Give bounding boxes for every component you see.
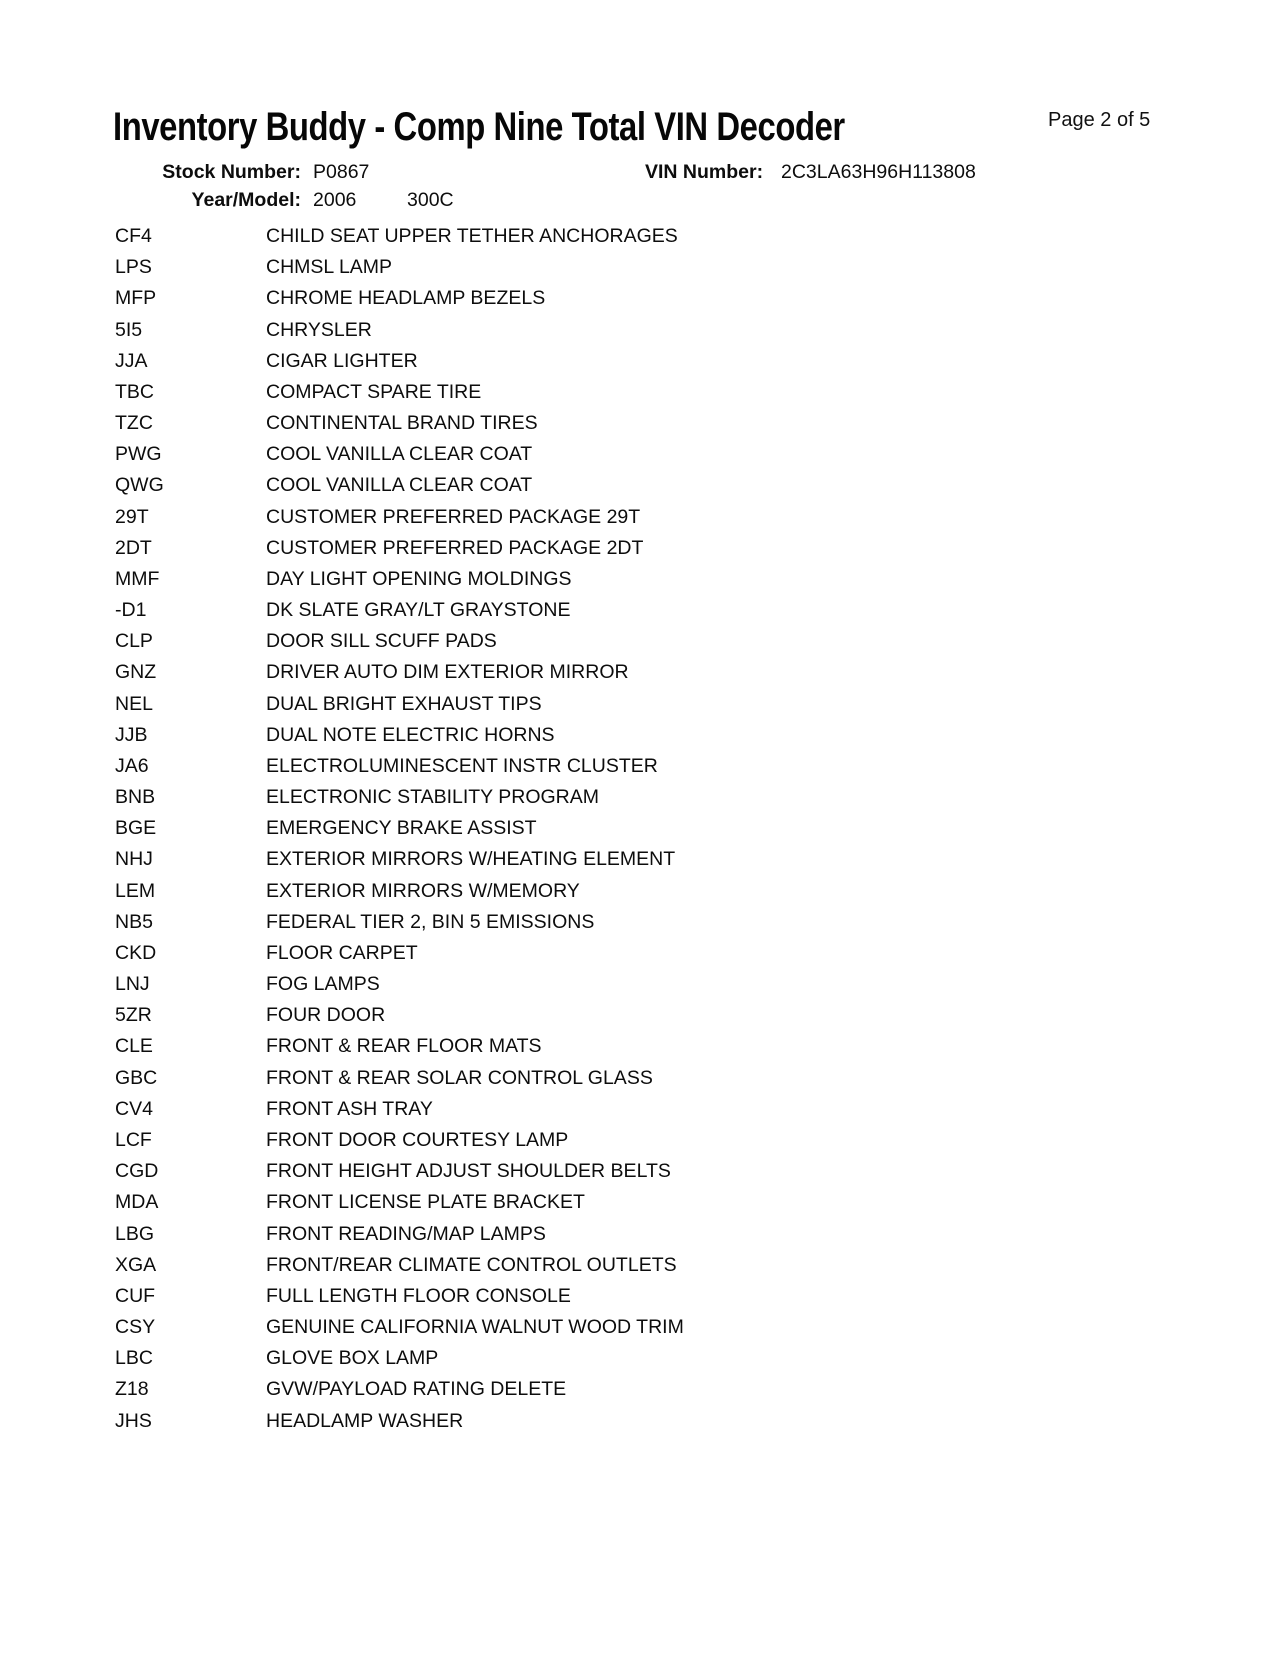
option-description: DOOR SILL SCUFF PADS	[266, 630, 497, 653]
option-description: FULL LENGTH FLOOR CONSOLE	[266, 1284, 571, 1307]
option-code: TBC	[115, 380, 154, 403]
option-description: CHROME HEADLAMP BEZELS	[266, 287, 546, 310]
option-row	[115, 257, 684, 288]
option-description: FRONT LICENSE PLATE BRACKET	[266, 1191, 585, 1214]
option-description: FRONT HEIGHT ADJUST SHOULDER BELTS	[266, 1160, 671, 1183]
option-code: JA6	[115, 754, 149, 777]
option-row	[115, 226, 684, 257]
option-row	[115, 413, 684, 444]
option-description: CHILD SEAT UPPER TETHER ANCHORAGES	[266, 225, 678, 247]
option-description: FRONT & REAR SOLAR CONTROL GLASS	[266, 1066, 653, 1089]
option-description: COMPACT SPARE TIRE	[266, 380, 482, 403]
option-code: CLP	[115, 630, 153, 653]
option-row	[115, 1192, 684, 1223]
option-description: ELECTRONIC STABILITY PROGRAM	[266, 786, 600, 809]
option-code: -D1	[115, 599, 147, 622]
option-row	[115, 1348, 684, 1379]
option-code: QWG	[115, 474, 164, 497]
option-row	[115, 849, 684, 880]
option-code: CF4	[115, 225, 152, 247]
option-code: 2DT	[115, 536, 152, 559]
option-code: LBC	[115, 1347, 153, 1370]
option-code: CV4	[115, 1097, 153, 1120]
vin-number-value: 2C3LA63H96H113808	[781, 161, 976, 183]
option-description: EXTERIOR MIRRORS W/HEATING ELEMENT	[266, 848, 676, 871]
option-row	[115, 1411, 684, 1442]
option-description: COOL VANILLA CLEAR COAT	[266, 474, 533, 497]
option-row	[115, 288, 684, 319]
option-description: CONTINENTAL BRAND TIRES	[266, 412, 538, 435]
option-description: CIGAR LIGHTER	[266, 349, 418, 372]
year-value: 2006	[313, 189, 357, 211]
option-code: LPS	[115, 256, 152, 279]
option-code: MDA	[115, 1191, 159, 1214]
option-code: CUF	[115, 1284, 156, 1307]
option-description: DK SLATE GRAY/LT GRAYSTONE	[266, 599, 571, 622]
option-description: FOUR DOOR	[266, 1004, 386, 1027]
option-code: GBC	[115, 1066, 158, 1089]
option-code: CGD	[115, 1160, 159, 1183]
page-number-indicator: Page 2 of 5	[1048, 109, 1151, 131]
option-row	[115, 1099, 684, 1130]
option-description: FEDERAL TIER 2, BIN 5 EMISSIONS	[266, 910, 595, 933]
option-row	[115, 1130, 684, 1161]
option-row	[115, 1379, 684, 1410]
option-description: COOL VANILLA CLEAR COAT	[266, 443, 533, 466]
option-description: FOG LAMPS	[266, 973, 380, 996]
option-code: NB5	[115, 910, 153, 933]
option-row	[115, 1161, 684, 1192]
option-row	[115, 475, 684, 506]
option-code: JHS	[115, 1409, 152, 1432]
option-row	[115, 1286, 684, 1317]
option-code: LEM	[115, 879, 156, 902]
option-description: FLOOR CARPET	[266, 941, 418, 964]
option-row	[115, 787, 684, 818]
option-code: LCF	[115, 1128, 152, 1151]
option-code: Z18	[115, 1378, 149, 1401]
option-description: DRIVER AUTO DIM EXTERIOR MIRROR	[266, 661, 629, 684]
option-code: BGE	[115, 817, 157, 840]
option-code: JJB	[115, 723, 148, 746]
option-row	[115, 725, 684, 756]
option-row	[115, 507, 684, 538]
option-code: TZC	[115, 412, 153, 435]
options-list	[115, 226, 684, 1442]
option-row	[115, 538, 684, 569]
page-title: Inventory Buddy - Comp Nine Total VIN Decoder	[113, 105, 845, 149]
option-code: LBG	[115, 1222, 155, 1245]
option-code: XGA	[115, 1253, 157, 1276]
option-code: CSY	[115, 1316, 156, 1339]
option-code: LNJ	[115, 973, 150, 996]
option-row	[115, 444, 684, 475]
option-code: GNZ	[115, 661, 157, 684]
option-row	[115, 881, 684, 912]
year-model-label: Year/Model:	[191, 189, 301, 211]
option-row	[115, 631, 684, 662]
model-value: 300C	[407, 189, 454, 211]
option-code: CLE	[115, 1035, 153, 1058]
option-code: CKD	[115, 941, 157, 964]
option-description: FRONT/REAR CLIMATE CONTROL OUTLETS	[266, 1253, 677, 1276]
option-row	[115, 320, 684, 351]
stock-number-value: P0867	[313, 161, 370, 183]
option-row	[115, 1068, 684, 1099]
option-row	[115, 600, 684, 631]
option-description: FRONT ASH TRAY	[266, 1097, 433, 1120]
option-row	[115, 1317, 684, 1348]
option-description: CUSTOMER PREFERRED PACKAGE 2DT	[266, 536, 644, 559]
option-description: GENUINE CALIFORNIA WALNUT WOOD TRIM	[266, 1316, 684, 1339]
option-description: DUAL BRIGHT EXHAUST TIPS	[266, 692, 542, 715]
option-code: NEL	[115, 692, 153, 715]
option-code: MFP	[115, 287, 157, 310]
option-row	[115, 974, 684, 1005]
option-description: GLOVE BOX LAMP	[266, 1347, 439, 1370]
option-row	[115, 694, 684, 725]
option-row	[115, 912, 684, 943]
option-description: FRONT READING/MAP LAMPS	[266, 1222, 546, 1245]
option-code: 29T	[115, 505, 149, 528]
option-code: PWG	[115, 443, 162, 466]
option-row	[115, 943, 684, 974]
option-description: EXTERIOR MIRRORS W/MEMORY	[266, 879, 580, 902]
option-code: JJA	[115, 349, 148, 372]
option-row	[115, 818, 684, 849]
option-description: ELECTROLUMINESCENT INSTR CLUSTER	[266, 754, 658, 777]
option-description: DUAL NOTE ELECTRIC HORNS	[266, 723, 555, 746]
option-description: DAY LIGHT OPENING MOLDINGS	[266, 567, 572, 590]
option-code: BNB	[115, 786, 156, 809]
option-row	[115, 351, 684, 382]
option-description: CUSTOMER PREFERRED PACKAGE 29T	[266, 505, 641, 528]
option-row	[115, 1036, 684, 1067]
option-description: EMERGENCY BRAKE ASSIST	[266, 817, 537, 840]
option-row	[115, 569, 684, 600]
option-row	[115, 1224, 684, 1255]
option-code: 5I5	[115, 318, 143, 341]
stock-number-label: Stock Number:	[162, 161, 301, 183]
option-row	[115, 662, 684, 693]
option-row	[115, 1255, 684, 1286]
option-description: FRONT DOOR COURTESY LAMP	[266, 1128, 569, 1151]
option-description: GVW/PAYLOAD RATING DELETE	[266, 1378, 567, 1401]
option-code: MMF	[115, 567, 160, 590]
option-description: HEADLAMP WASHER	[266, 1409, 464, 1432]
option-row	[115, 382, 684, 413]
option-code: NHJ	[115, 848, 153, 871]
option-description: FRONT & REAR FLOOR MATS	[266, 1035, 542, 1058]
option-row	[115, 756, 684, 787]
option-description: CHRYSLER	[266, 318, 372, 341]
vin-number-label: VIN Number:	[645, 161, 764, 183]
option-code: 5ZR	[115, 1004, 152, 1027]
option-row	[115, 1005, 684, 1036]
option-description: CHMSL LAMP	[266, 256, 393, 279]
